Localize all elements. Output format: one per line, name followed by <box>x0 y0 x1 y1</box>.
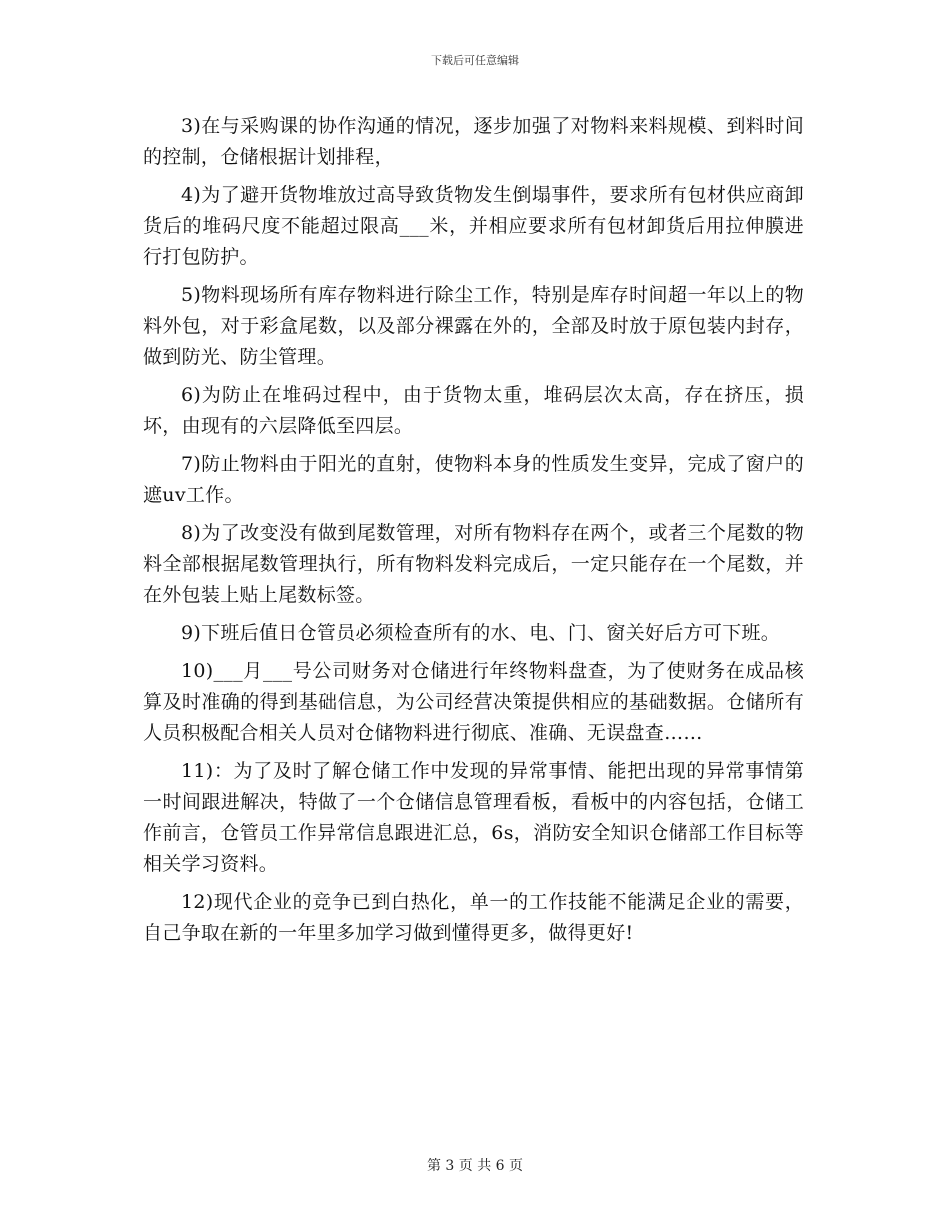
page-number-footer: 第 3 页 共 6 页 <box>426 1158 524 1174</box>
paragraph-item-4: 4)为了避开货物堆放过高导致货物发生倒塌事件，要求所有包材供应商卸货后的堆码尺度不能超过限高___米，并相应要求所有包材卸货后用拉伸膜进行打包防护。 <box>143 184 804 268</box>
page-header: 下载后可任意编辑 <box>431 54 519 67</box>
paragraph-item-8: 8)为了改变没有做到尾数管理，对所有物料存在两个，或者三个尾数的物料全部根据尾数管理执行，所有物料发料完成后，一定只能存在一个尾数，并在外包装上贴上尾数标签。 <box>143 522 804 606</box>
paragraph-item-11: 11)：为了及时了解仓储工作中发现的异常事情、能把出现的异常事情第一时间跟进解决，特做了一个仓储信息管理看板，看板中的内容包括，仓储工作前言，仓管员工作异常信息跟进汇总，6s，消防安全知识仓储部工作目标等相关学习资料。 <box>143 760 804 875</box>
paragraph-item-9: 9)下班后值日仓管员必须检查所有的水、电、门、窗关好后方可下班。 <box>181 622 781 644</box>
paragraph-item-10: 10)___月___号公司财务对仓储进行年终物料盘查，为了使财务在成品核算及时准确的得到基础信息，为公司经营决策提供相应的基础数据。仓储所有人员积极配合相关人员对仓储物料进行彻底、准确、无误盘查…… <box>143 660 804 744</box>
document-body <box>143 111 804 956</box>
paragraph-item-12: 12)现代企业的竞争已到白热化，单一的工作技能不能满足企业的需要，自己争取在新的一年里多加学习做到懂得更多，做得更好! <box>143 891 804 944</box>
paragraph-item-3: 3)在与采购课的协作沟通的情况，逐步加强了对物料来料规模、到料时间的控制，仓储根据计划排程， <box>143 115 804 168</box>
paragraph-item-7: 7)防止物料由于阳光的直射，使物料本身的性质发生变异，完成了窗户的遮uv工作。 <box>143 453 804 506</box>
paragraph-item-5: 5)物料现场所有库存物料进行除尘工作，特别是库存时间超一年以上的物料外包，对于彩盒尾数，以及部分裸露在外的，全部及时放于原包装内封存，做到防光、防尘管理。 <box>143 284 804 368</box>
paragraph-item-6: 6)为防止在堆码过程中，由于货物太重，堆码层次太高，存在挤压，损坏，由现有的六层降低至四层。 <box>143 384 804 437</box>
